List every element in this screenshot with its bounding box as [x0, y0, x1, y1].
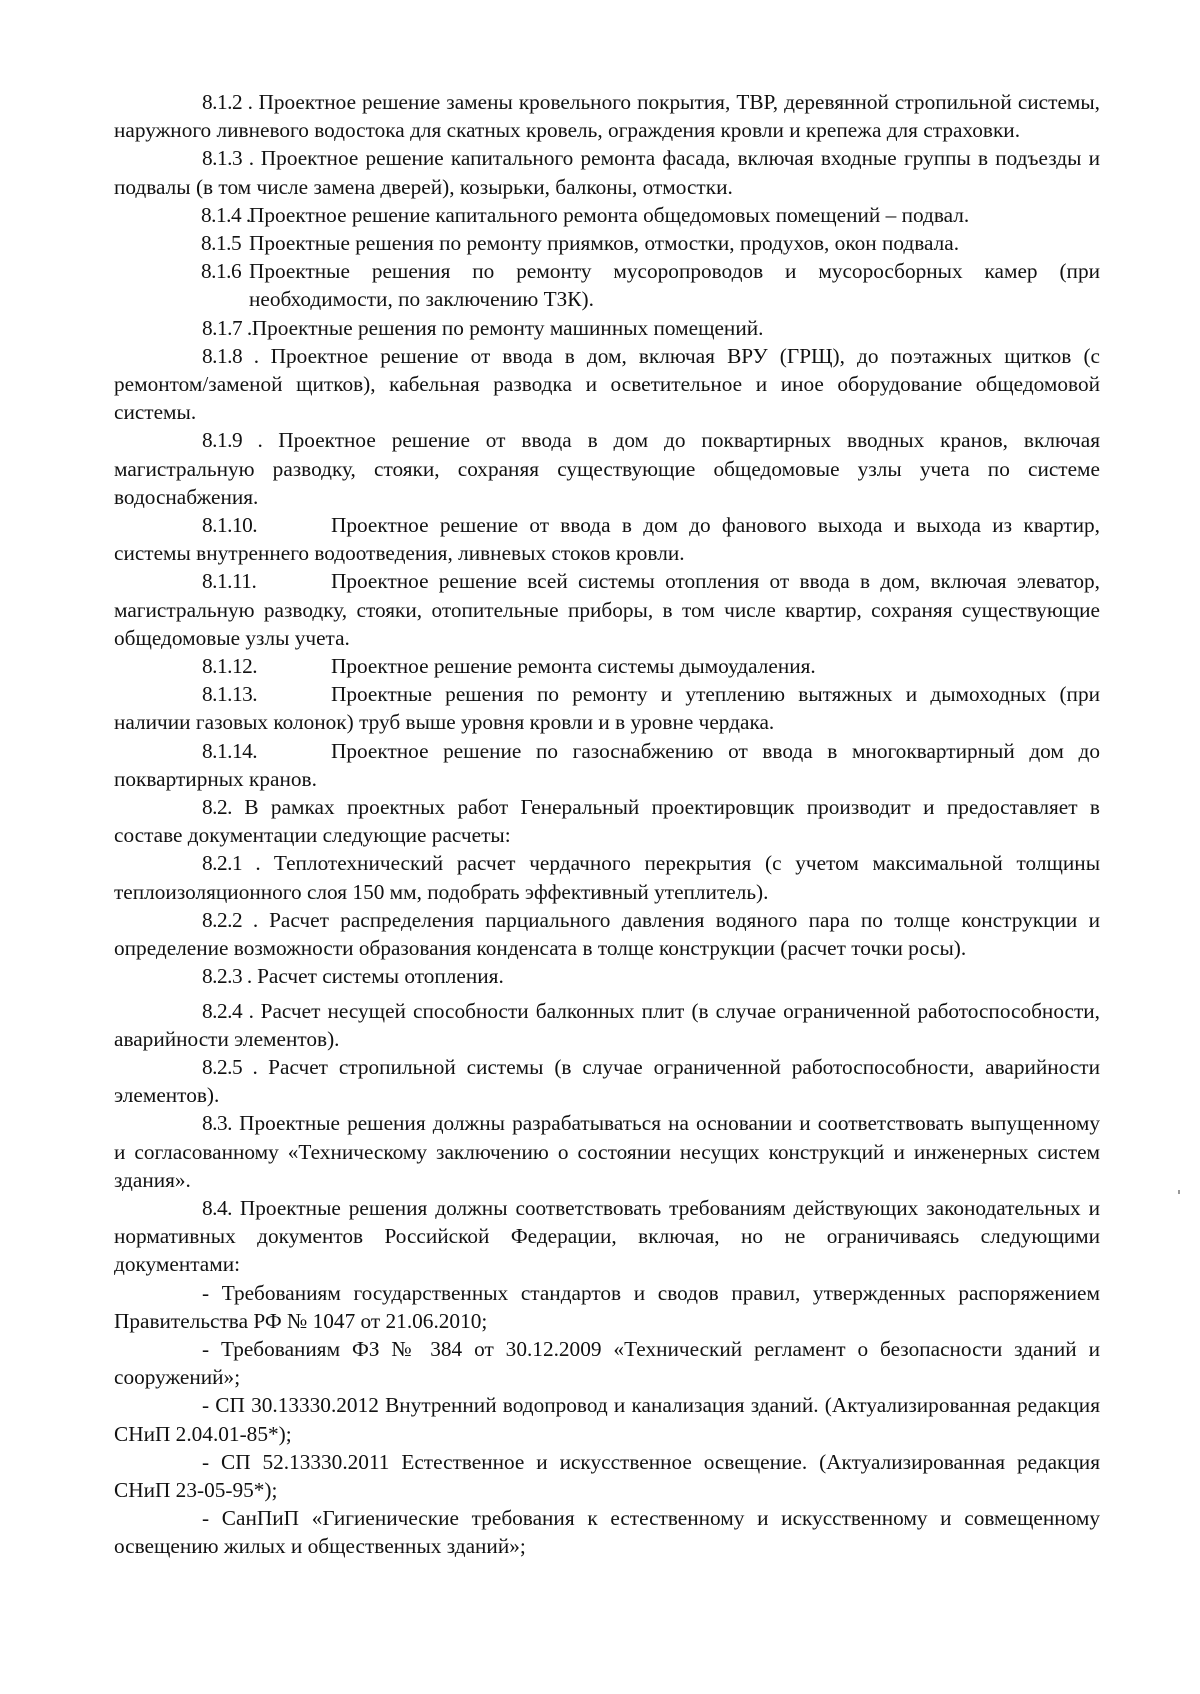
clause-8-2-5: [114, 1053, 1100, 1109]
clause-8-2: [114, 793, 1100, 849]
clause-8-1-9: [114, 426, 1100, 511]
clause-text: Расчет несущей способности балконных плит (в случае ограниченной работоспособности, аварийности элементов).: [114, 998, 1100, 1051]
clause-8-3: [114, 1109, 1100, 1194]
clause-number: 8.1.4 .: [201, 202, 251, 227]
clause-text: Проектное решение от ввода в дом до поквартирных вводных кранов, включая магистральную разводку, стояки, сохраняя существующие общедомовые узлы учета по системе водоснабжения.: [114, 428, 1101, 509]
clause-number: 8.1.8 .: [202, 343, 259, 368]
clause-8-1-7: [114, 314, 1100, 342]
clause-number: 8.1.7 .: [202, 315, 252, 340]
clause-number: 8.4.: [202, 1195, 232, 1220]
clause-8-1-8: [114, 342, 1100, 427]
clause-8-2-4: [114, 997, 1100, 1053]
clause-number: 8.2.3 .: [202, 964, 252, 989]
clause-8-1-5: [114, 229, 1100, 257]
clause-text: Теплотехнический расчет чердачного перекрытия (с учетом максимальной толщины теплоизоляционного слоя 150 мм, подобрать эффективный утеплитель).: [114, 851, 1101, 904]
requirement-item: [114, 1279, 1100, 1335]
document-page: [114, 88, 1100, 1561]
requirement-text: - СанПиП «Гигиенические требования к естественному и искусственному и совмещенному освещению жилых и общественных зданий»;: [114, 1506, 1100, 1559]
clause-number: 8.1.12.: [202, 654, 258, 679]
clause-8-1-13: [114, 680, 1100, 736]
clause-text: Проектное решение всей системы отопления от ввода в дом, включая элеватор, магистральную разводку, стояки, отопительные приборы, в том числе квартир, сохраняя существующие общедомовые узлы учета.: [114, 569, 1100, 650]
clause-text: Проектное решение по газоснабжению от ввода в многоквартирный дом до поквартирных кранов.: [114, 738, 1100, 791]
clause-text: Проектные решения по ремонту и утеплению вытяжных и дымоходных (при наличии газовых колонок) труб выше уровня кровли и в уровне чердака.: [114, 682, 1100, 735]
requirement-item: [114, 1448, 1100, 1504]
clause-text: Проектное решение ремонта системы дымоудаления.: [331, 654, 816, 679]
clause-number: 8.1.11.: [202, 569, 257, 594]
clause-text: Проектное решение капитального ремонта фасада, включая входные группы в подъезды и подвалы (в том числе замена дверей), козырьки, балконы, отмостки.: [114, 146, 1100, 199]
clause-number: 8.1.9 .: [202, 428, 263, 453]
requirement-text: - СП 52.13330.2011 Естественное и искусственное освещение. (Актуализированная редакция СНиП 23-05-95*);: [114, 1449, 1100, 1502]
clause-8-4: [114, 1194, 1100, 1279]
clause-text: Проектные решения по ремонту машинных помещений.: [251, 315, 764, 340]
requirement-text: - СП 30.13330.2012 Внутренний водопровод и канализация зданий. (Актуализированная редакция СНиП 2.04.01-85*);: [114, 1393, 1100, 1446]
clause-text: Проектные решения должны разрабатываться на основании и соответствовать выпущенному и согласованному «Техническому заключению о состоянии несущих конструкций и инженерных систем здания».: [114, 1111, 1100, 1192]
clause-8-1-3: [114, 144, 1100, 200]
clause-text: Проектные решения должны соответствовать требованиям действующих законодательных и нормативных документов Российской Федерации, включая, но не ограничиваясь следующими документами:: [114, 1195, 1101, 1277]
scan-speck: [1178, 1190, 1180, 1194]
clause-number: 8.1.13.: [202, 682, 258, 707]
clause-number: 8.2.1 .: [202, 851, 261, 876]
clause-8-2-3: [114, 962, 1100, 990]
clause-number: 8.2.2 .: [202, 907, 258, 932]
clause-8-1-6: [114, 257, 1100, 313]
clause-8-1-2: [114, 88, 1100, 144]
clause-text: Проектное решение от ввода в дом до фанового выхода и выхода из квартир, системы внутреннего водоотведения, ливневых стоков кровли.: [114, 513, 1100, 566]
clause-text: Проектное решение замены кровельного покрытия, ТВР, деревянной стропильной системы, наружного ливневого водостока для скатных кровель, ограждения кровли и крепежа для страховки.: [114, 90, 1101, 143]
clause-number: 8.2.4 .: [202, 998, 254, 1023]
clause-number: 8.1.3 .: [202, 146, 254, 171]
clause-text: В рамках проектных работ Генеральный проектировщик производит и предоставляет в составе документации следующие расчеты:: [114, 795, 1100, 848]
clause-number: 8.1.5: [201, 231, 242, 256]
clause-text: Проектное решение от ввода в дом, включая ВРУ (ГРЩ), до поэтажных щитков (с ремонтом/заменой щитков), кабельная разводка и осветительное и иное оборудование общедомовой системы.: [114, 343, 1100, 425]
requirement-item: [114, 1335, 1100, 1391]
clause-number: 8.2.5 .: [202, 1054, 258, 1079]
clause-number: 8.2.: [202, 795, 232, 820]
clause-number: 8.1.10.: [202, 513, 258, 538]
clause-number: 8.3.: [202, 1111, 232, 1136]
requirement-text: - Требованиям ФЗ № 384 от 30.12.2009 «Технический регламент о безопасности зданий и сооружений»;: [114, 1336, 1100, 1390]
clause-8-2-1: [114, 849, 1100, 905]
clause-text: Расчет распределения парциального давления водяного пара по толще конструкции и определение возможности образования конденсата в толще конструкции (расчет точки росы).: [114, 907, 1100, 961]
requirement-text: - Требованиям государственных стандартов и сводов правил, утвержденных распоряжением Правительства РФ № 1047 от 21.06.2010;: [114, 1280, 1100, 1333]
clause-8-1-14: [114, 737, 1100, 793]
clause-number: 8.1.14.: [202, 738, 258, 763]
clause-8-1-10: [114, 511, 1100, 567]
clause-text: Расчет стропильной системы (в случае ограниченной работоспособности, аварийности элементов).: [114, 1054, 1100, 1108]
clause-8-2-2: [114, 906, 1100, 962]
clause-text: Проектные решения по ремонту мусоропроводов и мусоросборных камер (при необходимости, по заключению ТЗК).: [249, 259, 1100, 312]
clause-text: Расчет системы отопления.: [257, 964, 504, 989]
requirement-item: [114, 1391, 1100, 1447]
clause-text: Проектные решения по ремонту приямков, отмостки, продухов, окон подвала.: [249, 231, 960, 256]
clause-number: 8.1.2 .: [202, 90, 253, 114]
requirement-item: [114, 1504, 1100, 1560]
clause-text: Проектное решение капитального ремонта общедомовых помещений – подвал.: [249, 202, 970, 227]
clause-8-1-12: [114, 652, 1100, 680]
clause-8-1-4: [114, 201, 1100, 229]
clause-number: 8.1.6: [201, 259, 242, 284]
clause-8-1-11: [114, 567, 1100, 652]
